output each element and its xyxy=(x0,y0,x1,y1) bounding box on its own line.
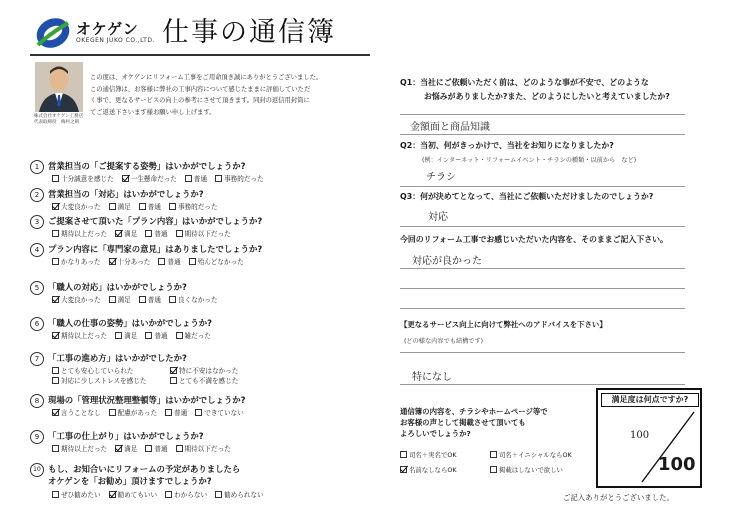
intro-line: てご返送下さいます様お願い申し上げます。 xyxy=(90,108,216,116)
question-text: 「工事の進め方」はいかがでしたか? xyxy=(48,353,187,363)
checkbox[interactable] xyxy=(215,175,222,182)
option[interactable]: 十分誠意を感じた xyxy=(52,173,114,183)
option[interactable]: とても不満を感じた xyxy=(170,375,238,385)
answer-line xyxy=(400,134,685,135)
option[interactable]: 雑だった xyxy=(176,330,211,340)
checkbox[interactable] xyxy=(52,491,59,498)
option[interactable]: 期待以下だった xyxy=(176,228,231,238)
page-title: 仕事の通信簿 xyxy=(162,17,336,48)
question-number: 9 xyxy=(30,430,44,444)
answer-line xyxy=(400,268,685,269)
option[interactable]: かなりあった xyxy=(52,256,101,266)
checkbox[interactable] xyxy=(170,377,177,384)
publish-option[interactable]: 司名＋実名でOK xyxy=(400,450,482,459)
option-group xyxy=(52,375,246,385)
option[interactable]: ぜひ勧めたい xyxy=(52,489,101,499)
question-text: ご提案させて頂いた「プラン内容」はいかがでしょうか? xyxy=(48,216,263,226)
checkbox[interactable] xyxy=(215,491,222,498)
option[interactable]: 普通 xyxy=(145,443,167,453)
checkbox[interactable] xyxy=(189,258,196,265)
option-group xyxy=(52,201,226,211)
option[interactable]: 事務的だった xyxy=(215,173,264,183)
option[interactable]: 期待以下だった xyxy=(176,443,231,453)
checkbox[interactable] xyxy=(158,258,165,265)
q1-answer[interactable]: 金額面と商品知識 xyxy=(410,122,490,133)
option-group xyxy=(52,256,252,266)
score-title: 満足度は何点ですか? xyxy=(601,393,699,407)
checkbox[interactable] xyxy=(52,377,59,384)
q1-line: お悩みがありましたか?また、どのようにしたいと考えていましたか? xyxy=(424,92,670,101)
option[interactable]: 満足 xyxy=(115,228,137,238)
option[interactable]: 満足 xyxy=(115,443,137,453)
checkbox-checked[interactable] xyxy=(52,296,59,303)
checkbox[interactable] xyxy=(145,230,152,237)
checkbox[interactable] xyxy=(400,451,407,458)
intro-line: く事で、更なるサービスの向上の参考にさせて頂きます。同封の返信用封筒に xyxy=(90,97,310,104)
checkbox[interactable] xyxy=(139,296,146,303)
checkbox[interactable] xyxy=(169,296,176,303)
option[interactable]: 殆んどなかった xyxy=(189,256,244,266)
publish-option[interactable]: 掲載はしないで欲しい xyxy=(490,465,563,474)
answer-line xyxy=(400,308,685,309)
option-group xyxy=(52,294,226,304)
checkbox-checked[interactable] xyxy=(52,332,59,339)
option[interactable]: 勧めてもいい xyxy=(109,489,158,499)
advice-hint: (どの様な内容でも結構です) xyxy=(404,338,484,345)
question-text: 「職人の対応」はいかがでしょうか? xyxy=(48,282,187,292)
publish-line: 通信簿の内容を、チラシやホームページ等で xyxy=(400,407,548,416)
option[interactable]: 満足 xyxy=(115,330,137,340)
option[interactable]: 特に不安はなかった xyxy=(170,365,238,375)
option-group xyxy=(52,365,246,375)
question-text-2: オケゲンを「お勧め」頂けますでしょうか? xyxy=(48,476,212,486)
option[interactable]: 言うことなし xyxy=(52,407,101,417)
option[interactable]: 普通 xyxy=(165,407,187,417)
checkbox[interactable] xyxy=(109,296,116,303)
checkbox[interactable] xyxy=(195,409,202,416)
brand-name: オケゲン xyxy=(76,20,139,38)
q3-answer[interactable]: 対応 xyxy=(428,212,448,223)
checkbox-checked[interactable] xyxy=(52,409,59,416)
checkbox[interactable] xyxy=(109,203,116,210)
checkbox-checked[interactable] xyxy=(52,203,59,210)
checkbox[interactable] xyxy=(115,332,122,339)
option[interactable]: とても安心していられた xyxy=(52,365,162,375)
question-q1 xyxy=(400,76,700,104)
advice-answer[interactable]: 特になし xyxy=(412,372,452,383)
option[interactable]: 一生懸命だった xyxy=(122,173,177,183)
checkbox[interactable] xyxy=(176,230,183,237)
answer-line xyxy=(400,288,685,289)
checkbox[interactable] xyxy=(52,258,59,265)
question-number: 10 xyxy=(30,463,44,477)
question-number: 2 xyxy=(30,188,44,202)
checkbox-checked[interactable] xyxy=(115,445,122,452)
checkbox-checked[interactable] xyxy=(122,175,129,182)
publish-option[interactable]: 名前なしならOK xyxy=(400,465,482,474)
score-max: 100 xyxy=(658,454,696,475)
answer-line xyxy=(400,186,685,187)
checkbox-checked[interactable] xyxy=(400,466,407,473)
option[interactable]: 期待以上だった xyxy=(52,330,107,340)
option[interactable]: 満足 xyxy=(109,294,131,304)
option-group xyxy=(52,489,272,499)
checkbox[interactable] xyxy=(52,445,59,452)
checkbox-checked[interactable] xyxy=(109,491,116,498)
checkbox-checked[interactable] xyxy=(115,230,122,237)
question-number: 6 xyxy=(30,317,44,331)
question-text: 現場の「管理状況整理整頓等」はいかがでしょうか? xyxy=(48,395,246,405)
option[interactable]: 十分あった xyxy=(109,256,151,266)
checkbox-checked[interactable] xyxy=(109,258,116,265)
option[interactable]: わからない xyxy=(165,489,207,499)
option-group xyxy=(52,407,252,417)
checkbox[interactable] xyxy=(169,203,176,210)
option[interactable]: 勧められない xyxy=(215,489,264,499)
q4-answer[interactable]: 対応が良かった xyxy=(412,256,482,267)
answer-line xyxy=(400,384,685,385)
checkbox[interactable] xyxy=(490,451,497,458)
option[interactable]: 普通 xyxy=(145,228,167,238)
option[interactable]: 配慮があった xyxy=(109,407,158,417)
checkbox[interactable] xyxy=(52,175,59,182)
checkbox[interactable] xyxy=(139,203,146,210)
checkbox[interactable] xyxy=(52,367,59,374)
q2-answer[interactable]: チラシ xyxy=(426,172,456,183)
q1-line: Q1：当社にご依頼いただく前は、どのような事が不安で、どのような xyxy=(400,78,649,87)
question-q4: 今回のリフォーム工事でお感じいただいた内容を、そのままご記入下さい。 xyxy=(400,235,668,244)
option[interactable]: 大変良かった xyxy=(52,294,101,304)
option[interactable]: 期待以上だった xyxy=(52,228,107,238)
publish-question xyxy=(400,406,590,439)
checkbox[interactable] xyxy=(109,409,116,416)
question-number: 4 xyxy=(30,243,44,257)
okegen-logo-icon xyxy=(34,15,72,51)
option-group xyxy=(52,228,239,238)
publish-line: よろしいでしょうか? xyxy=(400,429,471,438)
question-number: 5 xyxy=(30,281,44,295)
checkbox[interactable] xyxy=(185,175,192,182)
checkbox[interactable] xyxy=(52,230,59,237)
option[interactable]: 普通 xyxy=(185,173,207,183)
option[interactable]: 対応に少しストレスを感じた xyxy=(52,375,162,385)
publish-option-group xyxy=(400,450,580,459)
q2-hint: (例：インターネット・リフォームイベント・チラシの種類・以前から など) xyxy=(422,157,637,164)
option[interactable]: 満足 xyxy=(109,201,131,211)
answer-line xyxy=(400,226,685,227)
checkbox[interactable] xyxy=(145,332,152,339)
president-photo xyxy=(35,62,83,112)
thanks-message: ご記入ありがとうございました。 xyxy=(563,493,674,502)
question-text: もし、お知合いにリフォームの予定がありましたら xyxy=(48,464,241,474)
caption-company: 株式会社オケゲン工務店 xyxy=(34,114,84,119)
intro-text xyxy=(90,72,375,118)
question-text: 「職人の仕事の姿勢」はいかがでしょうか? xyxy=(48,318,212,328)
option[interactable]: 普通 xyxy=(145,330,167,340)
option-group xyxy=(52,173,272,183)
satisfaction-score-box xyxy=(596,388,702,488)
publish-line: お客様の声として掲載させて頂いても xyxy=(400,418,526,427)
option[interactable]: 普通 xyxy=(139,201,161,211)
option[interactable]: 事務的だった xyxy=(169,201,218,211)
option[interactable]: 普通 xyxy=(139,294,161,304)
title-divider xyxy=(30,54,370,56)
question-q3: Q3：何が決めてとなって、当社にご依頼いただけましたのでしょうか? xyxy=(400,192,654,201)
answer-line xyxy=(400,114,685,115)
option-group xyxy=(52,443,239,453)
checkbox-checked[interactable] xyxy=(170,367,177,374)
question-text: プラン内容に「専門家の意見」はありましたでしょうか? xyxy=(48,244,263,254)
option-group xyxy=(52,330,219,340)
checkbox[interactable] xyxy=(165,491,172,498)
question-text: 営業担当の「対応」はいかがでしょうか? xyxy=(48,189,204,199)
brand-subtitle: OKEGEN JUKO CO.,LTD. xyxy=(76,37,155,44)
publish-option-group xyxy=(400,465,571,474)
checkbox[interactable] xyxy=(176,445,183,452)
question-number: 8 xyxy=(30,394,44,408)
option[interactable]: 大変良かった xyxy=(52,201,101,211)
option[interactable]: 期待以上だった xyxy=(52,443,107,453)
option[interactable]: できていない xyxy=(195,407,244,417)
question-number: 1 xyxy=(30,160,44,174)
question-text: 営業担当の「ご提案する姿勢」はいかがでしょうか? xyxy=(48,161,246,171)
advice-title: 【更なるサービス向上に向けて弊社へのアドバイスを下さい】 xyxy=(400,320,607,329)
answer-line xyxy=(400,352,685,353)
caption-president: 代表取締役 梅村之則 xyxy=(34,120,79,125)
question-number: 7 xyxy=(30,352,44,366)
checkbox[interactable] xyxy=(490,466,497,473)
intro-line: この度は、オケゲンにリフォーム工事をご用命頂き誠にありがとうございました。 xyxy=(90,74,323,81)
question-text: 「工事の仕上がり」はいかがでしょうか? xyxy=(48,431,204,441)
question-q2: Q2：当初、何がきっかけで、当社をお知りになりましたか? xyxy=(400,141,614,150)
checkbox[interactable] xyxy=(176,332,183,339)
option[interactable]: 良くなかった xyxy=(169,294,218,304)
question-number: 3 xyxy=(30,215,44,229)
checkbox[interactable] xyxy=(165,409,172,416)
checkbox[interactable] xyxy=(145,445,152,452)
publish-option[interactable]: 司名＋イニシャルならOK xyxy=(490,450,572,459)
option[interactable]: 普通 xyxy=(158,256,180,266)
score-handwritten[interactable]: 100 xyxy=(630,430,650,441)
intro-line: この通信簿は、お客様に弊社の工事内容について感じたままに評価していただ xyxy=(90,85,311,93)
